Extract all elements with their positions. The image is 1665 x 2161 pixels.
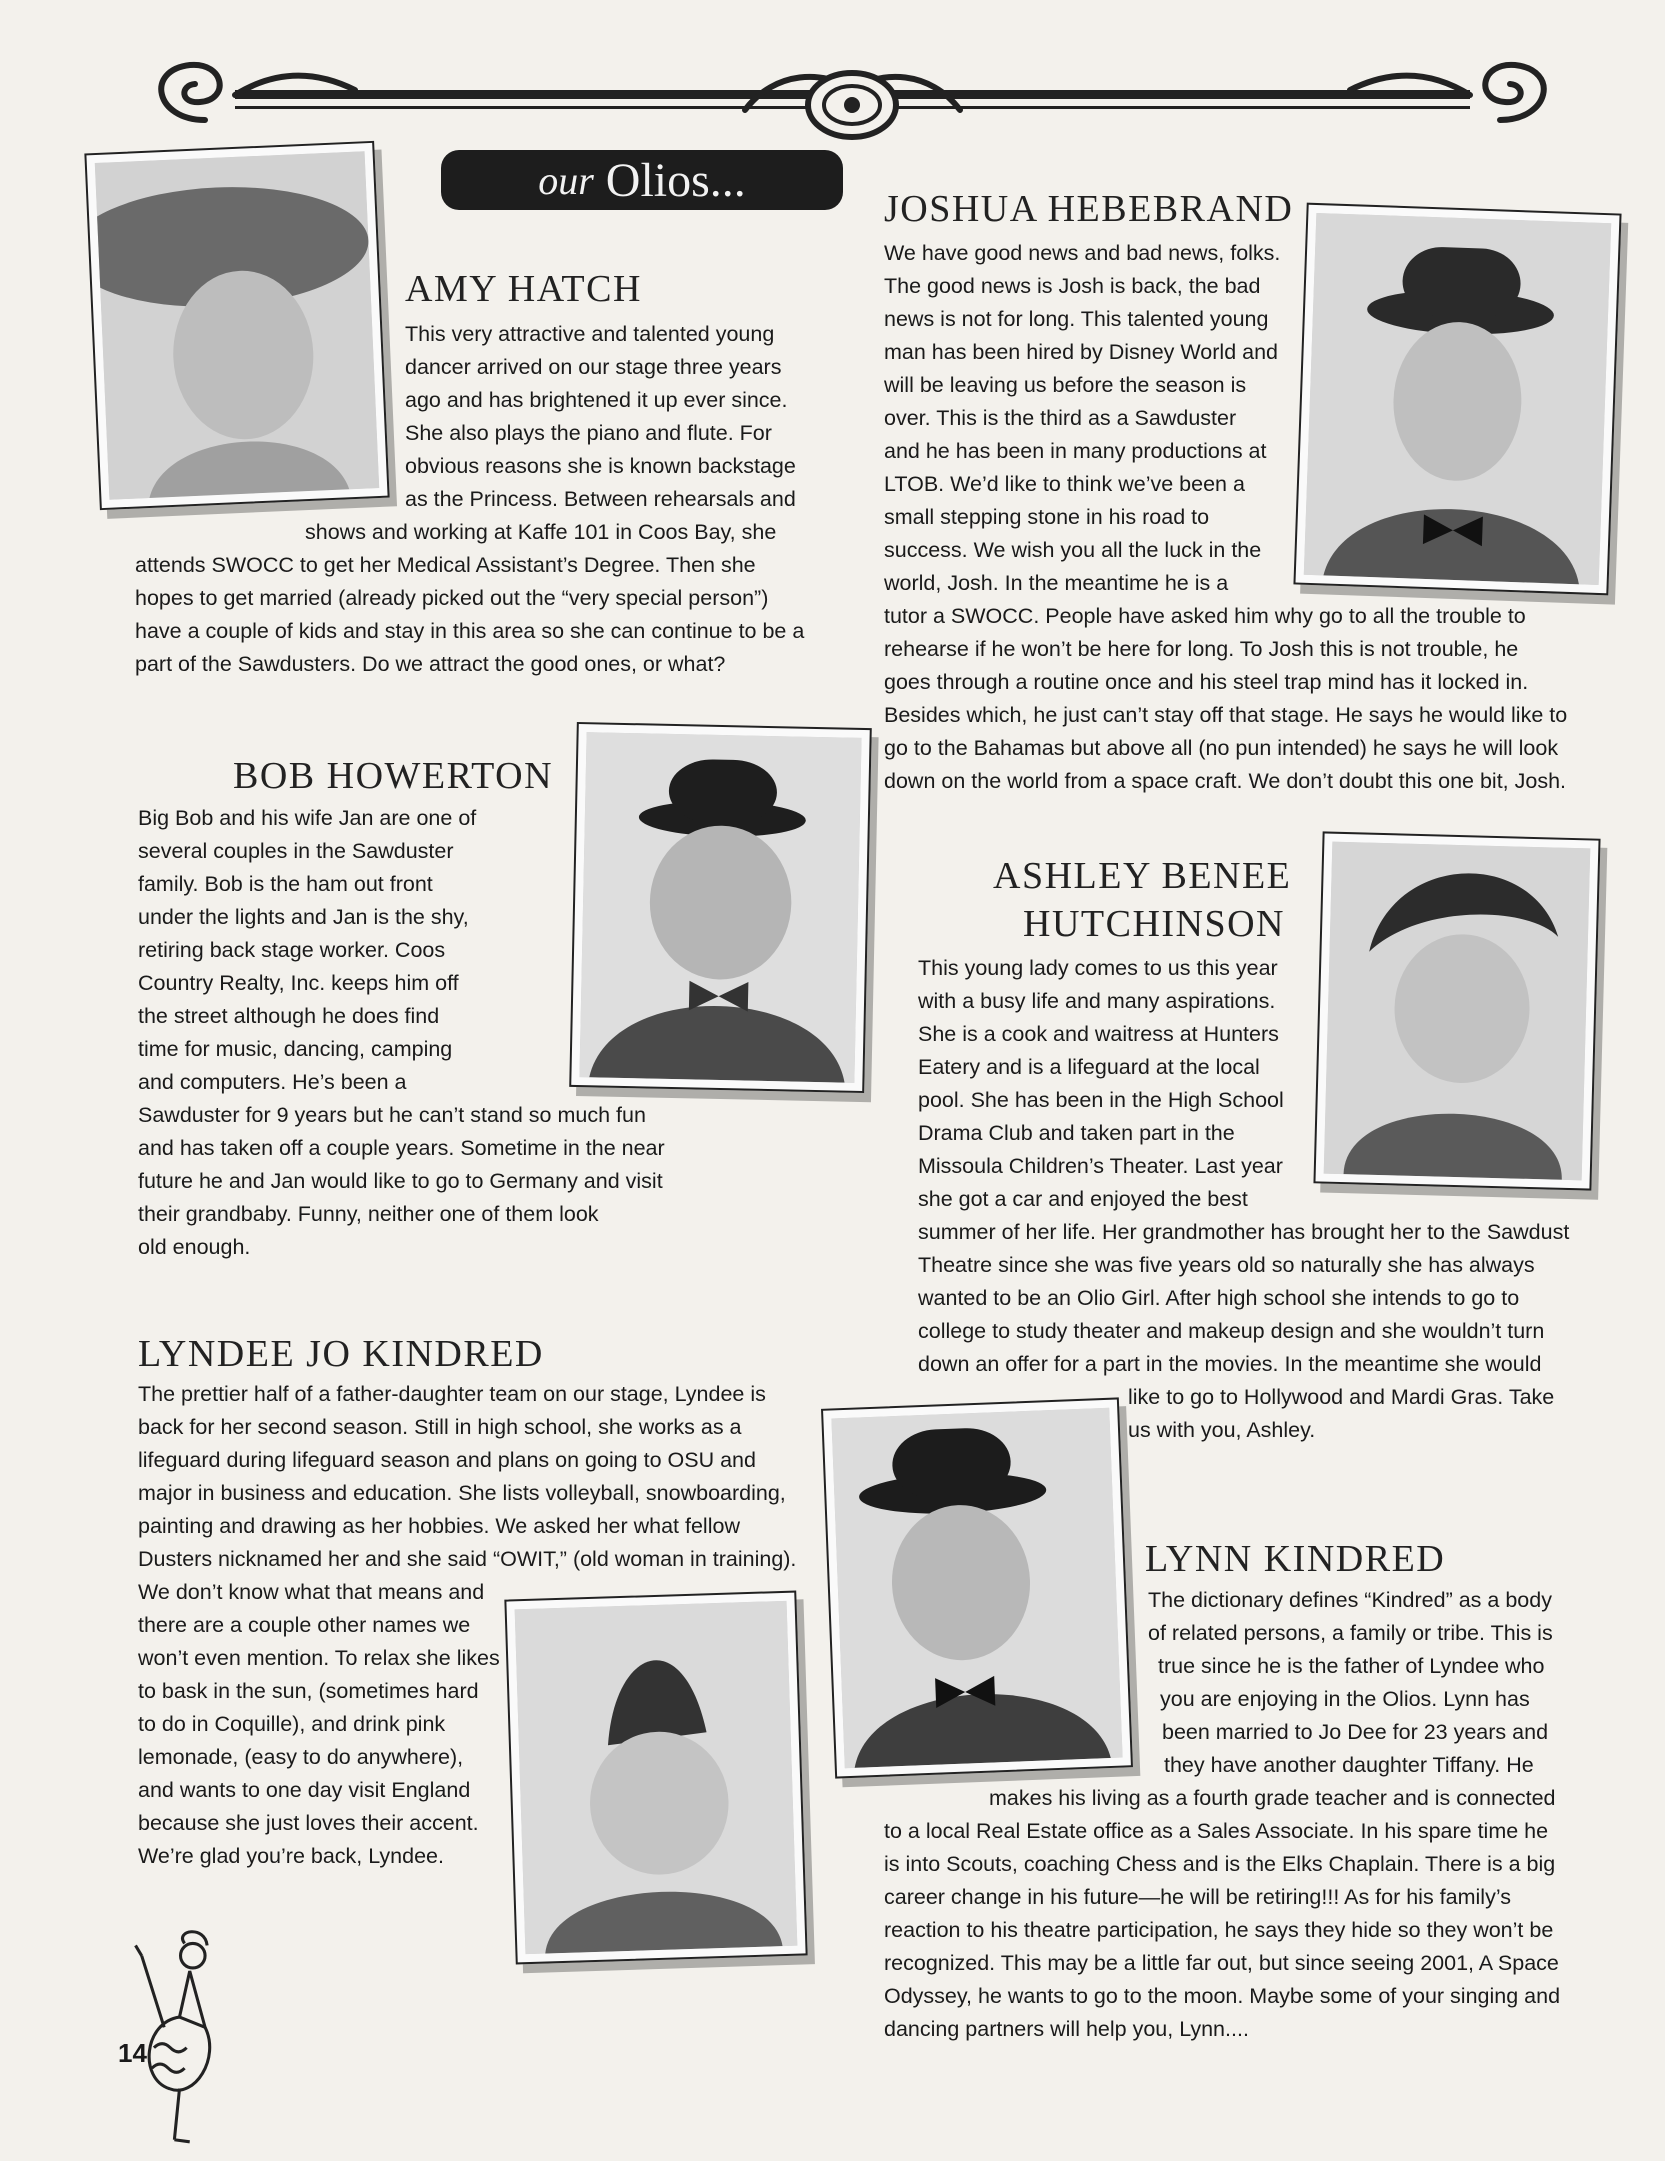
text-line: been married to Jo Dee for 23 years and <box>1162 1720 1549 1744</box>
bio-text-joshua-hebebrand-continued <box>884 600 1574 798</box>
text-line: family. Bob is the ham out front <box>138 872 433 896</box>
text-line: dancer arrived on our stage three years <box>405 355 782 379</box>
text-line: Besides which, he just can’t stay off that stage. He says he would like to <box>884 703 1568 727</box>
text-line: lifeguard during lifeguard season and plans on going to OSU and <box>138 1448 756 1472</box>
photo-bob-howerton <box>569 722 872 1093</box>
text-line: makes his living as a fourth grade teacher and is connected <box>989 1786 1556 1810</box>
text-line: reaction to his theatre participation, he says they hide so they won’t be <box>884 1918 1554 1942</box>
text-line: to bask in the sun, (sometimes hard <box>138 1679 479 1703</box>
text-line: This very attractive and talented young <box>405 322 775 346</box>
text-line: and has taken off a couple years. Sometime in the near <box>138 1136 665 1160</box>
text-line: small stepping stone in his road to <box>884 505 1210 529</box>
text-line: Eatery and is a lifeguard at the local <box>918 1055 1260 1079</box>
text-line: to do in Coquille), and drink pink <box>138 1712 446 1736</box>
text-line: ago and has brightened it up ever since. <box>405 388 788 412</box>
section-title-badge <box>441 150 843 210</box>
text-line: go to the Bahamas but above all (no pun intended) he says he will look <box>884 736 1559 760</box>
text-line: dancing partners will help you, Lynn.... <box>884 2017 1249 2041</box>
photo-lyndee-jo-kindred <box>504 1591 807 1965</box>
bio-name-ashley-line1: ASHLEY BENEE <box>993 855 1292 897</box>
text-line: there are a couple other names we <box>138 1613 471 1637</box>
photo-amy-hatch <box>84 141 389 510</box>
page-number: 14 <box>118 2038 147 2068</box>
text-line: summer of her life. Her grandmother has brought her to the Sawdust <box>918 1220 1570 1244</box>
text-line: because she just loves their accent. <box>138 1811 479 1835</box>
text-line: Theatre since she was five years old so naturally she has always <box>918 1253 1535 1277</box>
text-line: as the Princess. Between rehearsals and <box>405 487 796 511</box>
text-line: Drama Club and taken part in the <box>918 1121 1235 1145</box>
text-line: she got a car and enjoyed the best <box>918 1187 1248 1211</box>
badge-olios-text: Olios... <box>605 153 746 207</box>
text-line: down on the world from a space craft. We don’t doubt this one bit, Josh. <box>884 769 1567 793</box>
photo-lynn-kindred <box>821 1397 1133 1778</box>
text-line: us with you, Ashley. <box>1128 1418 1316 1442</box>
bio-name-bob-howerton: BOB HOWERTON <box>233 755 554 797</box>
bio-text-bob-howerton <box>138 802 550 1099</box>
text-line: career change in his future—he will be retiring!!! As for his family’s <box>884 1885 1511 1909</box>
text-line: rehearse if he won’t be here for long. To Josh this is not trouble, he <box>884 637 1519 661</box>
text-line: will be leaving us before the season is <box>884 373 1247 397</box>
bio-text-lynn-kindred-continued <box>884 1782 1574 2046</box>
bio-name-lyndee-jo-kindred: LYNDEE JO KINDRED <box>138 1333 544 1375</box>
text-line: future he and Jan would like to go to Germany and visit <box>138 1169 663 1193</box>
text-line: The good news is Josh is back, the bad <box>884 274 1261 298</box>
text-line: major in business and education. She lists volleyball, snowboarding, <box>138 1481 786 1505</box>
text-line: Country Realty, Inc. keeps him off <box>138 971 459 995</box>
text-line: She also plays the piano and flute. For <box>405 421 772 445</box>
text-line: The dictionary defines “Kindred” as a body <box>1148 1588 1552 1612</box>
text-line: over. This is the third as a Sawduster <box>884 406 1237 430</box>
bio-text-ashley-hutchinson <box>918 952 1298 1216</box>
text-line: attends SWOCC to get her Medical Assistant’s Degree. Then she <box>135 553 756 577</box>
text-line: true since he is the father of Lyndee who <box>1158 1654 1545 1678</box>
text-line: pool. She has been in the High School <box>918 1088 1284 1112</box>
text-line: LTOB. We’d like to think we’ve been a <box>884 472 1245 496</box>
bio-text-lyndee-jo-kindred <box>138 1378 818 1576</box>
text-line: with a busy life and many aspirations. <box>918 989 1276 1013</box>
bio-name-joshua-hebebrand: JOSHUA HEBEBRAND <box>884 188 1294 230</box>
text-line: and he has been in many productions at <box>884 439 1267 463</box>
text-line: world, Josh. In the meantime he is a <box>884 571 1229 595</box>
bio-text-amy-hatch-continued <box>135 516 820 681</box>
text-line: We have good news and bad news, folks. <box>884 241 1281 265</box>
text-line: won’t even mention. To relax she likes <box>138 1646 500 1670</box>
text-line: to a local Real Estate office as a Sales Associate. In his spare time he <box>884 1819 1549 1843</box>
text-line: The prettier half of a father-daughter team on our stage, Lyndee is <box>138 1382 766 1406</box>
bio-text-lyndee-jo-kindred-continued <box>138 1576 508 1873</box>
text-line: their grandbaby. Funny, neither one of them look <box>138 1202 599 1226</box>
text-line: hopes to get married (already picked out the “very special person”) <box>135 586 769 610</box>
text-line: She is a cook and waitress at Hunters <box>918 1022 1279 1046</box>
text-line: Missoula Children’s Theater. Last year <box>918 1154 1283 1178</box>
text-line: man has been hired by Disney World and <box>884 340 1278 364</box>
text-line: several couples in the Sawduster <box>138 839 454 863</box>
text-line: recognized. This may be a little far out, but since seeing 2001, A Space <box>884 1951 1559 1975</box>
text-line: they have another daughter Tiffany. He <box>1164 1753 1534 1777</box>
text-line: retiring back stage worker. Coos <box>138 938 446 962</box>
text-line: painting and drawing as her hobbies. We asked her what fellow <box>138 1514 740 1538</box>
text-line: shows and working at Kaffe 101 in Coos Bay, she <box>305 520 777 544</box>
text-line: like to go to Hollywood and Mardi Gras. Take <box>1128 1385 1555 1409</box>
text-line: and computers. He’s been a <box>138 1070 407 1094</box>
text-line: is into Scouts, coaching Chess and is the Elks Chaplain. There is a big <box>884 1852 1556 1876</box>
bio-name-ashley-line2: HUTCHINSON <box>1023 903 1285 945</box>
text-line: Dusters nicknamed her and she said “OWIT,” (old woman in training). <box>138 1547 797 1571</box>
text-line: back for her second season. Still in high school, she works as a <box>138 1415 742 1439</box>
text-line: Big Bob and his wife Jan are one of <box>138 806 477 830</box>
badge-our-text: our <box>538 157 594 203</box>
text-line: Odyssey, he wants to go to the moon. Maybe some of your singing and <box>884 1984 1561 2008</box>
photo-ashley-hutchinson <box>1313 831 1600 1190</box>
text-line: We don’t know what that means and <box>138 1580 485 1604</box>
text-line: down an offer for a part in the movies. In the meantime she would <box>918 1352 1542 1376</box>
text-line: time for music, dancing, camping <box>138 1037 453 1061</box>
text-line: lemonade, (easy to do anywhere), <box>138 1745 464 1769</box>
photo-joshua-hebebrand <box>1293 203 1621 596</box>
bio-text-lynn-kindred <box>1148 1584 1568 1782</box>
text-line: tutor a SWOCC. People have asked him why go to all the trouble to <box>884 604 1526 628</box>
bio-name-amy-hatch: AMY HATCH <box>405 268 642 310</box>
text-line: We’re glad you’re back, Lyndee. <box>138 1844 444 1868</box>
text-line: old enough. <box>138 1235 251 1259</box>
text-line: and wants to one day visit England <box>138 1778 471 1802</box>
text-line: under the lights and Jan is the shy, <box>138 905 469 929</box>
text-line: Sawduster for 9 years but he can’t stand so much fun <box>138 1103 646 1127</box>
text-line: obvious reasons she is known backstage <box>405 454 796 478</box>
text-line: the street although he does find <box>138 1004 440 1028</box>
text-line: goes through a routine once and his steel trap mind has it locked in. <box>884 670 1529 694</box>
text-line: This young lady comes to us this year <box>918 956 1278 980</box>
text-line: news is not for long. This talented young <box>884 307 1269 331</box>
text-line: success. We wish you all the luck in the <box>884 538 1262 562</box>
bio-text-amy-hatch <box>405 318 817 516</box>
text-line: college to study theater and makeup design and she wouldn’t turn <box>918 1319 1545 1343</box>
bio-text-bob-howerton-continued <box>138 1099 828 1264</box>
text-line: part of the Sawdusters. Do we attract the good ones, or what? <box>135 652 726 676</box>
text-line: have a couple of kids and stay in this area so she can continue to be a <box>135 619 805 643</box>
text-line: you are enjoying in the Olios. Lynn has <box>1160 1687 1530 1711</box>
text-line: of related persons, a family or tribe. This is <box>1148 1621 1553 1645</box>
text-line: wanted to be an Olio Girl. After high school she intends to go to <box>918 1286 1520 1310</box>
bio-text-joshua-hebebrand <box>884 237 1304 600</box>
bio-name-lynn-kindred: LYNN KINDRED <box>1145 1538 1446 1580</box>
